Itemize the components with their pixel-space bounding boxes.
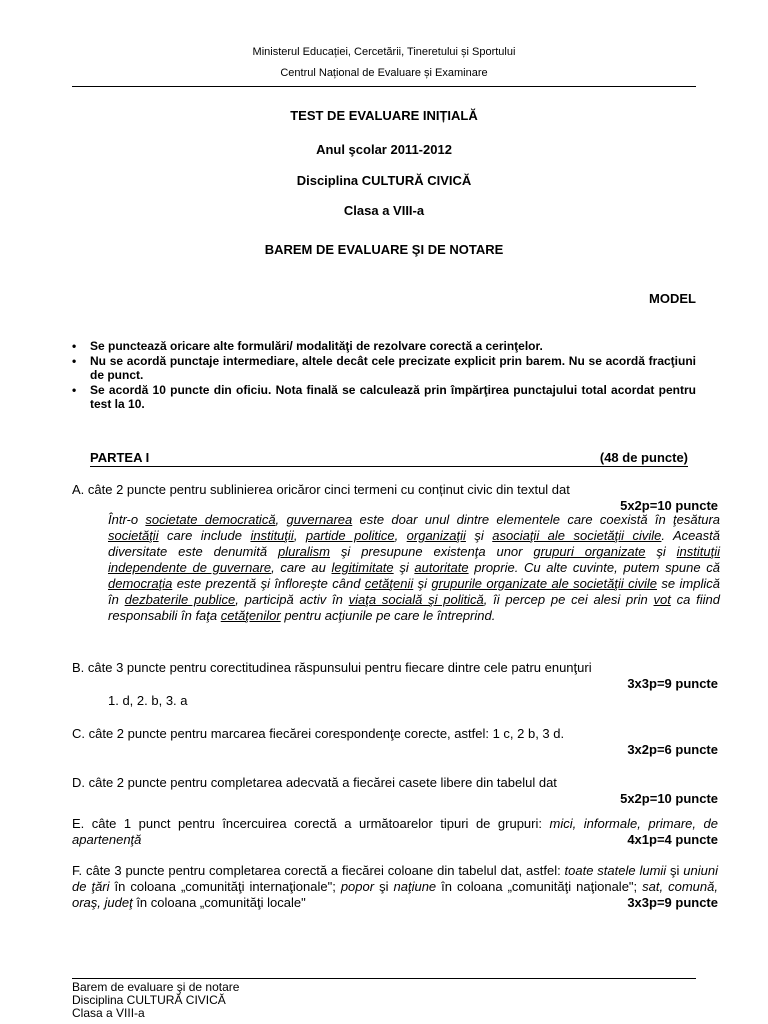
item-f-body — [72, 863, 718, 911]
civic-term: vot — [653, 592, 671, 607]
civic-term: organizaţii — [406, 528, 466, 543]
civic-term: instituţii — [250, 528, 294, 543]
quote-text: . Această diversitate este denumită — [108, 528, 720, 559]
item-c — [72, 726, 718, 758]
item-a-text: A. câte 2 puncte pentru sublinierea oricăror cinci termeni cu conținut civic din textul dat — [72, 482, 570, 497]
footer-divider — [72, 978, 696, 979]
quote-text: ca fiind responsabili în faţa — [108, 592, 720, 623]
item-f-text-6: în coloana „comunităţi locale" — [132, 895, 306, 910]
header-divider — [72, 86, 696, 87]
quote-text: şi — [645, 544, 677, 559]
quote-text: care include — [158, 528, 251, 543]
item-a — [72, 482, 718, 514]
item-f-italic-2: uniuni de ţări — [72, 863, 718, 894]
civic-term: viaţa socială şi politică — [348, 592, 484, 607]
item-c-text: C. câte 2 puncte pentru marcarea fiecărei corespondenţe corecte, astfel: 1 c, 2 b, 3 d. — [72, 726, 565, 741]
civic-term: grupuri organizate — [533, 544, 646, 559]
ministry-header: Ministerul Educației, Cercetării, Tineretului și Sportului — [252, 46, 516, 58]
item-b-points: 3x3p=9 puncte — [627, 676, 718, 691]
quote-text: şi — [413, 576, 432, 591]
quote-text: este prezentă şi înfloreşte când — [172, 576, 365, 591]
barem-title: BAREM DE EVALUARE ŞI DE NOTARE — [264, 242, 504, 257]
civic-term: partide politice — [305, 528, 395, 543]
civic-term: autoritate — [414, 560, 469, 575]
quote-text: , îi percep pe cei alesi prin — [483, 592, 654, 607]
civic-term: pluralism — [278, 544, 331, 559]
civic-term: asociaţii ale societăţii civile — [492, 528, 662, 543]
quote-text: şi — [465, 528, 493, 543]
quote-text: proprie. Cu alte cuvinte, putem spune că — [468, 560, 720, 575]
item-e-points: 4x1p=4 puncte — [627, 832, 718, 847]
item-b — [72, 660, 718, 692]
civic-term: democraţia — [108, 576, 173, 591]
rule-item: • Se punctează oricare alte formulări/ modalităţi de rezolvare corectă a cerinţelor. — [72, 339, 543, 353]
quote-text: şi — [393, 560, 415, 575]
model-label: MODEL — [649, 291, 696, 306]
item-e-body — [72, 816, 718, 848]
rule-item: • Se acordă 10 puncte din oficiu. Nota finală se calculează prin împărţirea punctajului total acordat pentru test la 10. — [72, 382, 696, 411]
document-page — [72, 0, 720, 1024]
civic-term: grupurile organizate ale societăţii civile — [431, 576, 658, 591]
item-f-text-5: în coloana „comunităţi naţionale"; — [436, 879, 643, 894]
civic-term: dezbaterile publice — [124, 592, 236, 607]
item-f-italic-3: popor — [340, 879, 375, 894]
item-e-groups: mici, informale, primare, de apartenenţă — [72, 816, 718, 847]
test-title: TEST DE EVALUARE INIȚIALĂ — [290, 108, 478, 123]
item-c-points: 3x2p=6 puncte — [627, 742, 718, 757]
civic-term: cetăţenii — [364, 576, 414, 591]
item-f — [72, 863, 718, 911]
quote-text: , care au — [271, 560, 332, 575]
quote-text: , — [394, 528, 407, 543]
item-f-text-2: şi — [666, 863, 684, 878]
page-footer — [72, 978, 696, 1020]
discipline-title: Disciplina CULTURĂ CIVICĂ — [296, 173, 472, 188]
civic-term: instituţii independente de guvernare — [108, 544, 720, 575]
item-d — [72, 775, 718, 807]
civic-term: societate democratică — [145, 512, 276, 527]
item-a-points: 5x2p=10 puncte — [620, 498, 718, 513]
item-f-points: 3x3p=9 puncte — [621, 895, 718, 911]
item-e-text: E. câte 1 punct pentru încercuirea corectă a următoarelor tipuri de grupuri: — [72, 816, 550, 831]
item-d-text: D. câte 2 puncte pentru completarea adecvată a fiecărei casete libere din tabelul dat — [72, 775, 557, 790]
item-f-italic-4: naţiune — [393, 879, 437, 894]
item-d-points: 5x2p=10 puncte — [620, 791, 718, 806]
item-f-text-3: în coloana „comunităţi internaţionale"; — [109, 879, 341, 894]
school-year: Anul şcolar 2011-2012 — [316, 142, 452, 157]
civic-term: societăţii — [108, 528, 159, 543]
center-header: Centrul Național de Evaluare și Examinare — [280, 67, 488, 79]
civic-term: legitimitate — [331, 560, 394, 575]
quote-text: şi presupune existenţa unor — [330, 544, 534, 559]
item-f-text-4: şi — [374, 879, 394, 894]
quote-text: Într-o — [108, 512, 146, 527]
civic-term: cetăţenilor — [220, 608, 281, 623]
item-f-italic-1: toate statele lumii — [564, 863, 667, 878]
quote-text: este doar unul dintre elementele care coexistă în ţesătura — [352, 512, 720, 527]
rules-list — [72, 339, 696, 412]
item-b-answer: 1. d, 2. b, 3. a — [108, 693, 188, 708]
item-b-text: B. câte 3 puncte pentru corectitudinea răspunsului pentru fiecare dintre cele patru enunţuri — [72, 660, 592, 675]
quote-text: , — [275, 512, 287, 527]
item-f-text-1: F. câte 3 puncte pentru completarea corectă a fiecărei coloane din tabelul dat, astfel: — [72, 863, 565, 878]
footer-line-2: Disciplina CULTURĂ CIVICĂ — [72, 993, 226, 1007]
quote-text: , — [293, 528, 306, 543]
item-e — [72, 816, 718, 848]
part-points: (48 de puncte) — [599, 450, 688, 465]
civic-text-quote — [108, 512, 720, 624]
footer-line-3: Clasa a VIII-a — [72, 1006, 145, 1020]
footer-line-1: Barem de evaluare şi de notare — [72, 980, 240, 994]
quote-text: se implică în — [108, 576, 720, 607]
rule-item: • Nu se acordă punctaje intermediare, altele decât cele precizate explicit prin barem. Nu se acordă fracţiuni de punct. — [72, 353, 696, 382]
quote-text: pentru acţiunile pe care le întreprind. — [280, 608, 496, 623]
item-f-italic-5: sat, comună, oraş, judeţ — [72, 879, 718, 910]
part-heading — [90, 450, 688, 467]
quote-text: , participă activ în — [235, 592, 349, 607]
part-label: PARTEA I — [90, 450, 150, 465]
civic-term: guvernarea — [286, 512, 353, 527]
class-title: Clasa a VIII-a — [343, 203, 425, 218]
